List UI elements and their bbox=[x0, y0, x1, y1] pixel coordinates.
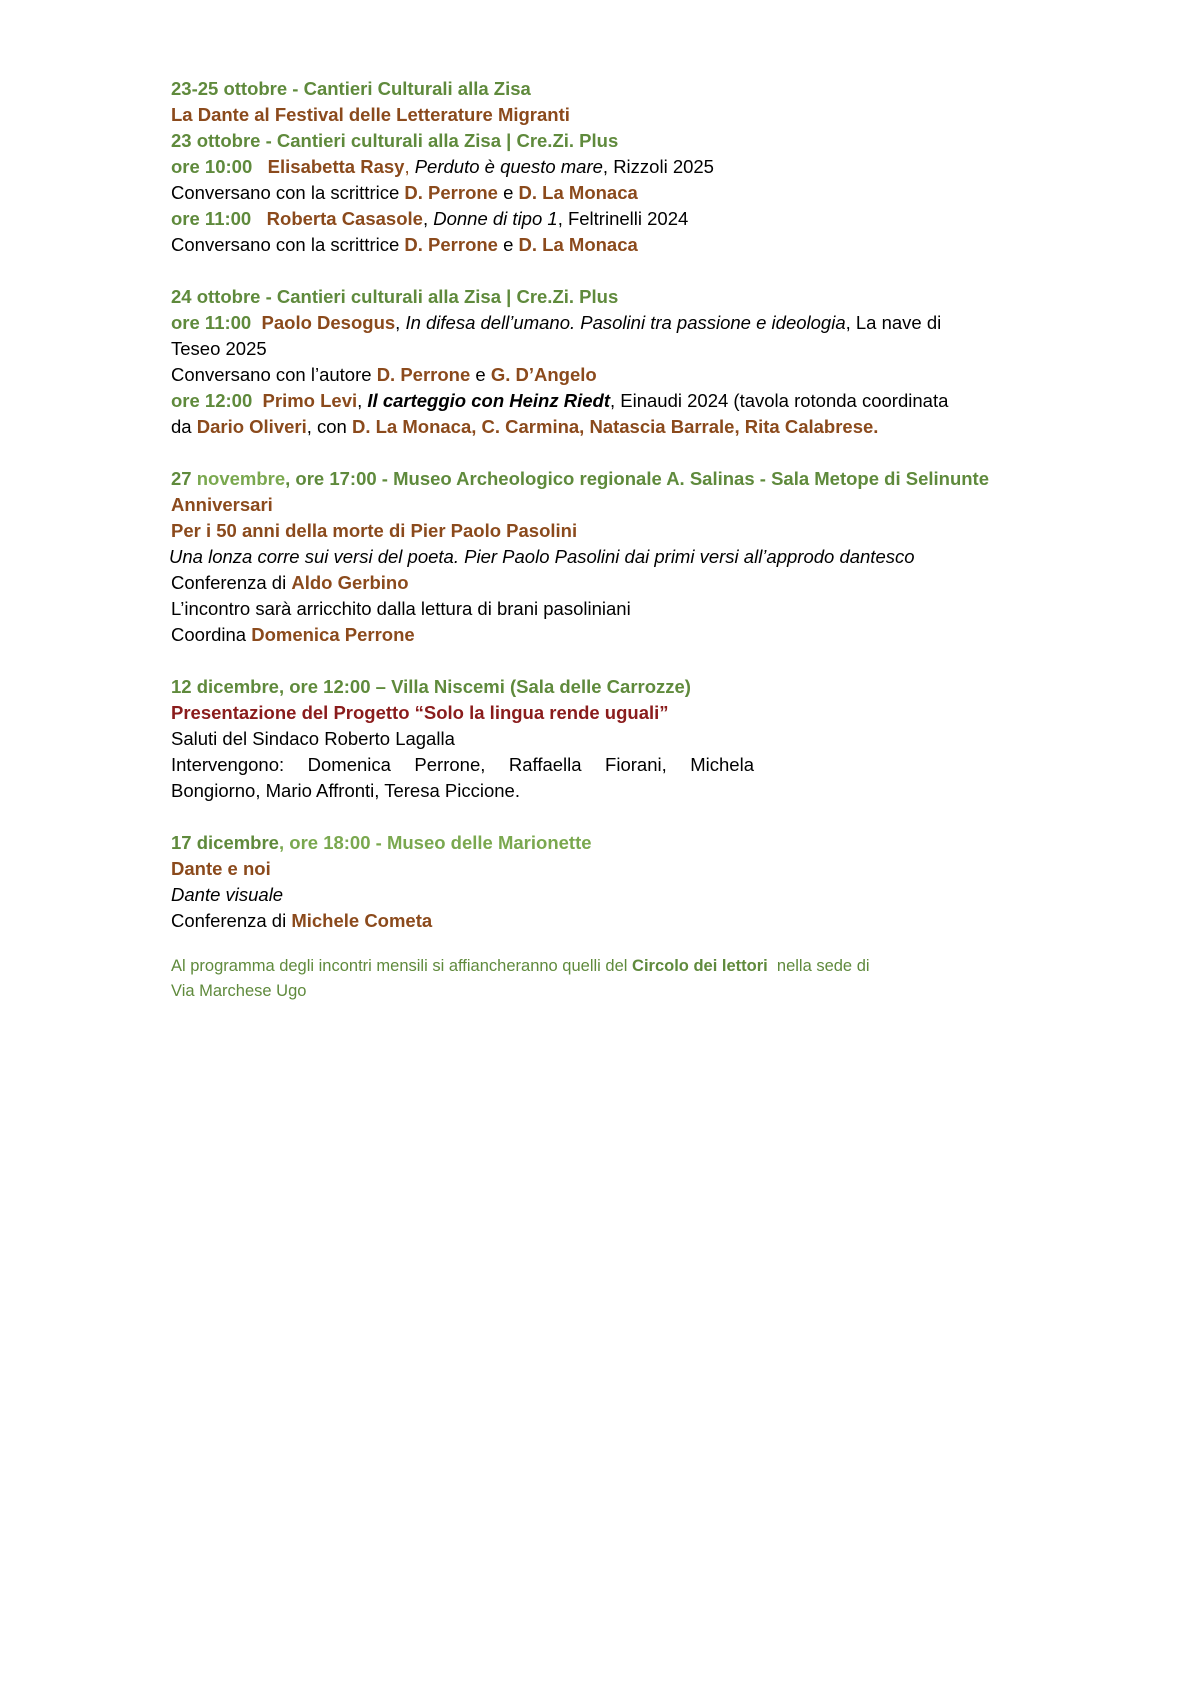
participant: D. Perrone bbox=[404, 234, 498, 255]
event-publisher: , Einaudi 2024 (tavola rotonda coordinata bbox=[610, 390, 949, 411]
event-time: ore 11:00 bbox=[171, 312, 252, 333]
event-sep: , bbox=[357, 390, 368, 411]
roundtable-participants bbox=[171, 414, 1051, 440]
section4-speakers-line2: Bongiorno, Mario Affronti, Teresa Piccione. bbox=[171, 780, 520, 801]
event-author: Roberta Casasole bbox=[266, 208, 423, 229]
event-entry bbox=[171, 154, 1051, 180]
section3-date-line: 27 novembre, ore 17:00 - Museo Archeologico regionale A. Salinas - Sala Metope di Selinunte bbox=[171, 468, 989, 489]
conjunction: e bbox=[497, 234, 519, 255]
participant: D. Perrone bbox=[376, 364, 471, 385]
section4-project-title: Presentazione del Progetto “Solo la lingua rende uguali” bbox=[171, 702, 669, 723]
event-sep: , bbox=[404, 156, 415, 177]
section2-day-line: 24 ottobre - Cantieri culturali alla Zisa | Cre.Zi. Plus bbox=[171, 286, 619, 307]
section4-date-line: 12 dicembre, ore 12:00 – Villa Niscemi (Sala delle Carrozze) bbox=[171, 676, 691, 697]
section3-coordination: Coordina Domenica Perrone bbox=[171, 624, 415, 645]
event-book-title: Il carteggio con Heinz Riedt bbox=[367, 390, 610, 411]
section3-talk-title: Una lonza corre sui versi del poeta. Pier Paolo Pasolini dai primi versi all’approdo dantesco bbox=[169, 546, 915, 567]
event-author: Primo Levi bbox=[262, 390, 358, 411]
event-program bbox=[171, 76, 1051, 1004]
participant: D. La Monaca bbox=[518, 234, 638, 255]
conjunction: e bbox=[470, 364, 491, 385]
section1-festival-title: La Dante al Festival delle Letterature Migranti bbox=[171, 104, 570, 125]
event-entry bbox=[171, 310, 1051, 336]
event-book-title: Donne di tipo 1 bbox=[433, 208, 558, 229]
participant: D. La Monaca bbox=[518, 182, 638, 203]
section5-talk-title: Dante visuale bbox=[171, 884, 284, 905]
event-publisher: , La nave di bbox=[845, 312, 942, 333]
coordinator: Dario Oliveri bbox=[196, 416, 307, 437]
section3-series: Anniversari bbox=[171, 494, 273, 515]
event-publisher: , Feltrinelli 2024 bbox=[557, 208, 689, 229]
event-book-title: Perduto è questo mare bbox=[414, 156, 603, 177]
event-time: ore 12:00 bbox=[171, 390, 253, 411]
event-time: ore 11:00 bbox=[171, 208, 252, 229]
section5-date-line: 17 dicembre, ore 18:00 - Museo delle Marionette bbox=[171, 832, 592, 853]
section5-series: Dante e noi bbox=[171, 858, 271, 879]
event-author: Paolo Desogus bbox=[261, 312, 396, 333]
event-book-title: In difesa dell’umano. Pasolini tra passione e ideologia bbox=[405, 312, 846, 333]
event-conversation bbox=[171, 232, 1051, 258]
section3-conference: Conferenza di Aldo Gerbino bbox=[171, 572, 409, 593]
section3-note: L’incontro sarà arricchito dalla lettura di brani pasoliniani bbox=[171, 598, 631, 619]
speaker: Michele Cometa bbox=[291, 910, 433, 931]
event-time: ore 10:00 bbox=[171, 156, 253, 177]
event-publisher: , Rizzoli 2025 bbox=[602, 156, 714, 177]
event-author: Elisabetta Rasy bbox=[267, 156, 405, 177]
participant: D. Perrone bbox=[404, 182, 498, 203]
conversation-prefix: Conversano con la scrittrice bbox=[171, 234, 405, 255]
conversation-prefix: Conversano con l’autore bbox=[171, 364, 377, 385]
circle-name: Circolo dei lettori bbox=[632, 957, 768, 975]
footer-address: Via Marchese Ugo bbox=[171, 982, 307, 1000]
event-conversation bbox=[171, 362, 1051, 388]
coord-prefix: da bbox=[171, 416, 197, 437]
event-sep: , bbox=[422, 208, 434, 229]
event-entry bbox=[171, 206, 1051, 232]
panel-members: D. La Monaca, C. Carmina, Natascia Barrale, Rita Calabrese. bbox=[351, 416, 879, 437]
event-publisher-continued: Teseo 2025 bbox=[171, 338, 267, 359]
section4-speakers-line1: Intervengono: Domenica Perrone, Raffaella Fiorani, Michela bbox=[171, 754, 754, 775]
participant: G. D’Angelo bbox=[490, 364, 597, 385]
section4-greetings: Saluti del Sindaco Roberto Lagalla bbox=[171, 728, 455, 749]
conversation-prefix: Conversano con la scrittrice bbox=[171, 182, 405, 203]
event-conversation bbox=[171, 180, 1051, 206]
section1-day-line: 23 ottobre - Cantieri culturali alla Zisa | Cre.Zi. Plus bbox=[171, 130, 619, 151]
section1-date-line: 23-25 ottobre - Cantieri Culturali alla Zisa bbox=[171, 78, 531, 99]
section3-subtitle: Per i 50 anni della morte di Pier Paolo Pasolini bbox=[171, 520, 578, 541]
event-entry bbox=[171, 388, 1051, 414]
speaker: Aldo Gerbino bbox=[291, 572, 409, 593]
conjunction: e bbox=[497, 182, 519, 203]
event-sep: , bbox=[395, 312, 406, 333]
footer-note: Al programma degli incontri mensili si affiancheranno quelli del Circolo dei lettori nella sede di Via Marchese Ugo bbox=[171, 954, 1051, 1004]
with-prefix: , con bbox=[306, 416, 352, 437]
section5-conference: Conferenza di Michele Cometa bbox=[171, 910, 433, 931]
coordinator: Domenica Perrone bbox=[251, 624, 415, 645]
